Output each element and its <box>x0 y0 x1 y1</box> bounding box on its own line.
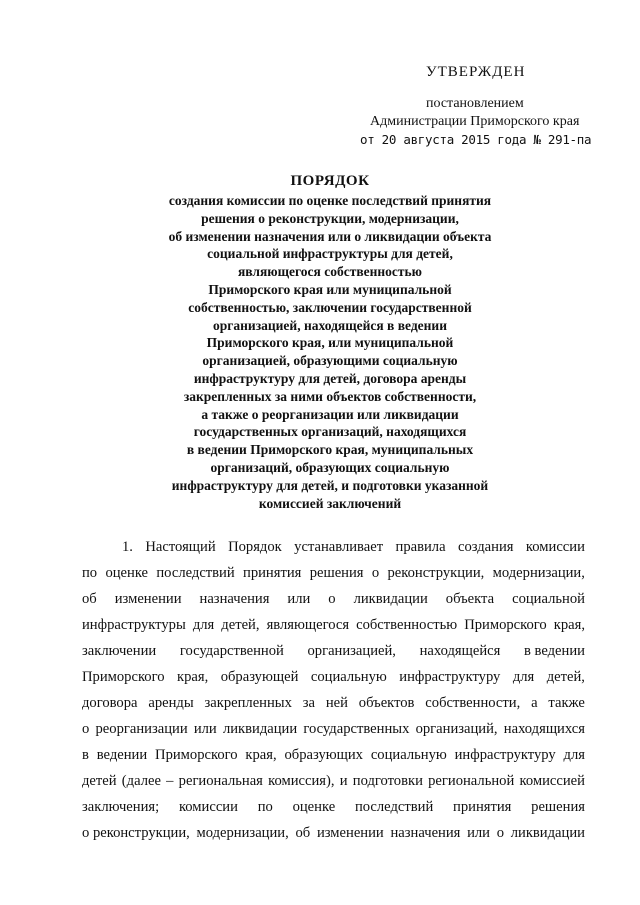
word: ней <box>325 695 348 711</box>
title-line: являющегося собственностью <box>238 264 422 280</box>
word: создания <box>457 539 514 555</box>
word: назначения <box>199 591 270 607</box>
word: модернизации, <box>196 825 289 841</box>
word: правила <box>395 539 446 555</box>
word: решения <box>309 565 364 581</box>
text-line <box>82 716 585 742</box>
text-line <box>82 534 585 560</box>
title-heading: ПОРЯДОК <box>290 173 370 189</box>
text-line <box>82 664 585 690</box>
word: объекта <box>445 591 495 607</box>
title-line: организаций, образующих социальную <box>210 459 450 475</box>
approval-line-date-number: от 20 августа 2015 года № 291-па <box>360 132 592 147</box>
word: решения <box>531 799 585 815</box>
title-line: создания комиссии по оценке последствий принятия <box>168 193 492 208</box>
text-line <box>82 586 585 612</box>
word: являющегося <box>266 617 350 633</box>
word: для <box>192 617 215 633</box>
word: социальную <box>370 747 447 763</box>
document-title <box>120 173 540 512</box>
text-line <box>82 794 585 820</box>
word: реорганизации <box>95 721 188 737</box>
word: для <box>512 669 535 685</box>
word: находящихся <box>503 721 585 737</box>
word: детей, <box>221 617 260 633</box>
word: собственностью <box>356 617 458 633</box>
word: назначения <box>390 825 461 841</box>
title-line: организацией, находящейся в ведении <box>213 317 447 333</box>
word: договора <box>82 695 138 711</box>
title-line: организацией, образующими социальную <box>202 353 458 369</box>
title-line: в ведении Приморского края, муниципальных <box>186 442 474 458</box>
word: организацией, <box>307 643 396 659</box>
word: о <box>82 721 90 737</box>
word: о реконструкции, <box>82 825 190 841</box>
word: комиссии <box>525 539 585 555</box>
text-line <box>82 820 585 846</box>
word: образующих <box>284 747 363 763</box>
word: о <box>328 591 336 607</box>
word: Настоящий <box>145 539 216 555</box>
text-line <box>82 612 585 638</box>
word: детей <box>82 773 117 789</box>
word: ликвидации <box>510 825 585 841</box>
text-line <box>82 742 585 768</box>
word: модернизации, <box>492 565 585 581</box>
word: Приморского <box>155 747 238 763</box>
word: или <box>287 591 311 607</box>
word: ликвидации <box>353 591 428 607</box>
word: – <box>166 773 174 789</box>
word: о <box>371 565 380 581</box>
text-line <box>82 560 585 586</box>
word: о <box>496 825 505 841</box>
word: по <box>82 565 98 581</box>
word: инфраструктуры <box>82 617 186 633</box>
word: заключения; <box>82 799 160 815</box>
word: или <box>467 825 490 841</box>
approved-label: УТВЕРЖДЕН <box>426 64 526 80</box>
word: края, <box>177 669 209 685</box>
word: инфраструктуру <box>399 669 501 685</box>
body-paragraph <box>82 534 585 846</box>
word: Приморского <box>464 617 547 633</box>
word: детей, <box>546 669 585 685</box>
word: подготовки <box>352 773 423 789</box>
word: края, <box>553 617 585 633</box>
word: комиссии <box>178 799 238 815</box>
title-line: Приморского края или муниципальной <box>208 281 452 297</box>
approval-line-decree: постановлением <box>426 96 524 111</box>
word: комиссией <box>519 773 585 789</box>
word: Приморского <box>82 669 165 685</box>
word: социальной <box>512 591 585 607</box>
word: ведении <box>96 747 148 763</box>
word: 1. <box>122 539 133 555</box>
title-line: инфраструктуру для детей, договора аренды <box>193 370 467 386</box>
word: принятия <box>243 565 302 581</box>
word: закрепленных <box>204 695 292 711</box>
word: в ведении <box>523 643 585 659</box>
word: последствий <box>354 799 434 815</box>
word: социальную <box>310 669 387 685</box>
word: региональная <box>178 773 263 789</box>
word: изменении <box>114 591 182 607</box>
word: об <box>82 591 97 607</box>
title-line: а также о реорганизации или ликвидации <box>201 406 459 422</box>
word: находящейся <box>419 643 501 659</box>
text-line <box>82 768 585 794</box>
word: государственной <box>179 643 284 659</box>
word: также <box>548 695 585 711</box>
word: комиссия), <box>268 773 335 789</box>
word: государственных <box>303 721 410 737</box>
word: или <box>193 721 217 737</box>
title-line: государственных организаций, находящихся <box>193 424 467 440</box>
word: в <box>82 747 89 763</box>
word: края, <box>245 747 277 763</box>
title-line: Приморского края, или муниципальной <box>206 335 454 351</box>
word: для <box>563 747 585 763</box>
title-line: решения о реконструкции, модернизации, <box>201 210 459 226</box>
word: организаций, <box>415 721 498 737</box>
text-line <box>82 638 585 664</box>
word: а <box>531 695 538 711</box>
word: оценке <box>105 565 149 581</box>
word: аренды <box>148 695 194 711</box>
word: принятия <box>453 799 512 815</box>
word: собственности, <box>425 695 521 711</box>
word: и <box>339 773 348 789</box>
word: по <box>257 799 273 815</box>
word: оценке <box>292 799 336 815</box>
word: ликвидации <box>222 721 298 737</box>
title-line: закрепленных за ними объектов собственности, <box>183 388 477 404</box>
word: (далее <box>121 773 161 789</box>
word: образующей <box>220 669 299 685</box>
word: последствий <box>156 565 235 581</box>
word: региональной <box>428 773 515 789</box>
word: об <box>295 825 311 841</box>
title-line: инфраструктуру для детей, и подготовки указанной <box>171 477 489 493</box>
title-line: собственностью, заключении государственной <box>188 299 472 315</box>
word: устанавливает <box>294 539 384 555</box>
word: Порядок <box>228 539 282 555</box>
word: заключении <box>82 643 157 659</box>
word: за <box>302 695 315 711</box>
approval-line-administration: Администрации Приморского края <box>370 114 580 129</box>
word: реконструкции, <box>387 565 485 581</box>
text-line <box>82 690 585 716</box>
approval-stamp <box>340 64 620 149</box>
title-line: социальной инфраструктуры для детей, <box>207 246 453 262</box>
title-line: об изменении назначения или о ликвидации объекта <box>168 228 492 244</box>
word: объектов <box>358 695 415 711</box>
word: изменении <box>316 825 384 841</box>
title-line: комиссией заключений <box>258 495 402 511</box>
word: инфраструктуру <box>454 747 556 763</box>
